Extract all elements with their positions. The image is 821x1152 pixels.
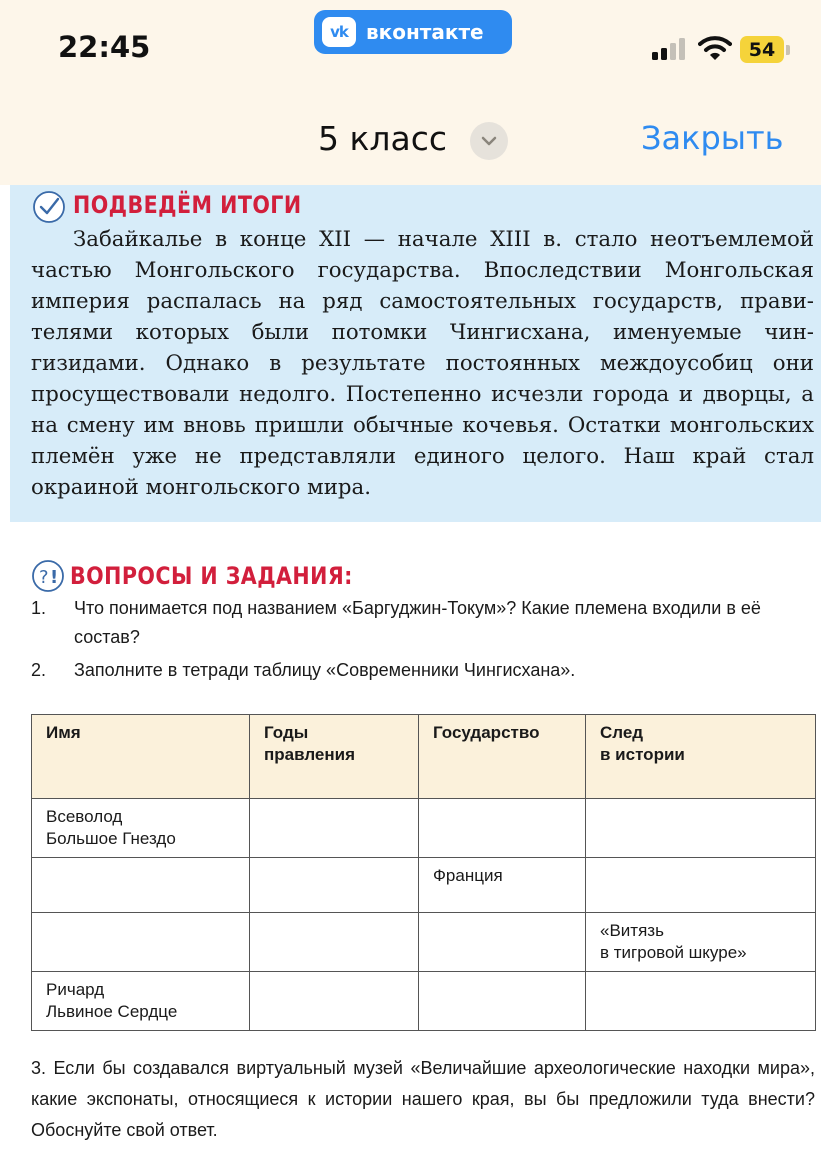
status-time: 22:45 [58, 30, 151, 64]
table-header-row [32, 715, 816, 799]
questions-heading: ВОПРОСЫ И ЗАДАНИЯ: [70, 562, 353, 590]
table-cell: Франция [419, 858, 586, 913]
chevron-down-icon [481, 136, 497, 146]
svg-text:!: ! [50, 567, 59, 588]
question-text: Заполните в тетради таблицу «Современники Чингисхана». [74, 660, 576, 680]
table-cell [586, 799, 816, 858]
table-cell [586, 972, 816, 1031]
table-cell [419, 799, 586, 858]
wifi-icon [698, 34, 732, 62]
table-row [32, 972, 816, 1031]
table-row [32, 913, 816, 972]
table-cell [250, 913, 419, 972]
header-reign-years: Годы правления [250, 715, 419, 799]
table-cell [586, 858, 816, 913]
question-item [31, 656, 817, 685]
header-name: Имя [32, 715, 250, 799]
table-cell: Ричард Львиное Сердце [32, 972, 250, 1031]
question-3-text: 3. Если бы создавался виртуальный музей «Величайшие археологические находки мира», какие экспонаты, относящиеся к истории нашего края, вы бы предложили туда внести? Обоснуйте свой ответ. [31, 1058, 815, 1140]
summary-heading: ПОДВЕДЁМ ИТОГИ [73, 191, 302, 219]
table-cell [32, 858, 250, 913]
table-row [32, 858, 816, 913]
vk-app-name: вконтакте [366, 20, 484, 44]
vk-return-pill[interactable] [314, 10, 512, 54]
question-text: Что понимается под названием «Баргуджин-Токум»? Какие племена входили в её состав? [74, 598, 761, 647]
signal-icon [652, 38, 690, 60]
close-button[interactable]: Закрыть [641, 119, 784, 157]
check-circle-icon [32, 190, 66, 224]
question-number: 1. [31, 598, 47, 618]
header-trace-in-history: След в истории [586, 715, 816, 799]
summary-text: Забайкалье в конце XII — начале XIII в. стало неотъемлемой частью Монгольского государства. Впоследствии Монгольская империя распалась на ряд самостоятельных государств, правителями которых были потомки Чингисхана, именуемые чингизидами. Однако в результате постоянных междоусобиц они просуществовали недолго. Постепенно исчезли города и дворцы, а на смену им вновь пришли обычные кочевья. Остатки монгольских племён уже не представляли единого целого. Наш край стал окраиной монгольского мира. [31, 227, 814, 500]
title-dropdown-button[interactable] [470, 122, 508, 160]
svg-text:?: ? [39, 567, 49, 588]
table-row [32, 799, 816, 858]
table-cell [419, 972, 586, 1031]
battery-indicator: 54 [740, 36, 784, 63]
vk-logo-icon: vk [322, 17, 356, 47]
header-state: Государство [419, 715, 586, 799]
question-number: 2. [31, 660, 47, 680]
table-cell [250, 799, 419, 858]
question-exclamation-icon [31, 559, 65, 593]
table-cell [250, 972, 419, 1031]
contemporaries-table [31, 714, 816, 1031]
table-cell [32, 913, 250, 972]
question-list [31, 594, 817, 689]
table-cell: «Витязь в тигровой шкуре» [586, 913, 816, 972]
question-item [31, 594, 817, 652]
nav-title[interactable]: 5 класс [318, 119, 448, 158]
table-cell [250, 858, 419, 913]
table-cell [419, 913, 586, 972]
table-cell: Всеволод Большое Гнездо [32, 799, 250, 858]
battery-tip [786, 45, 790, 55]
